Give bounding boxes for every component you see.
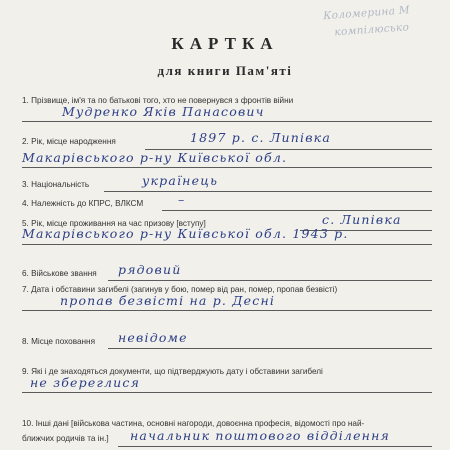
field-3-line [104,191,432,192]
field-2-value-2: Макарівського р-ну Київської обл. [22,150,288,165]
field-5-label: 5. Рік, місце проживання на час призову [вступу] [22,219,206,228]
field-10-value: начальник поштового відділення [130,428,391,443]
field-5-value-1: с. Липівка [322,212,402,227]
field-3-label: 3. Національність [22,180,90,189]
field-8-value: невідоме [118,330,188,345]
field-6-label: 6. Військове звання [22,269,97,278]
field-9-line [22,392,432,393]
field-7-label: 7. Дата і обставини загибелі (загинув у бою, помер від ран, помер, пропав безвісті) [22,285,338,294]
field-1-label: 1. Прізвище, ім'я та по батькові того, хто не повернувся з фронтів війни [22,96,294,105]
field-9-label: 9. Які і де знаходяться документи, що підтверджують дату і обставини загибелі [22,367,323,376]
field-4-label: 4. Належність до КПРС, ВЛКСМ [22,199,144,208]
corner-note-line-2: компілюсько [334,21,410,39]
field-7-line [22,310,432,311]
field-2-line-2 [22,167,432,168]
field-3-value: українець [142,173,219,188]
field-2-value-1: 1897 р. с. Липівка [190,130,332,145]
corner-note-line-1: Коломерина М [322,4,411,23]
field-5-value-2: Макарівського р-ну Київської обл. 1943 р. [22,226,349,241]
field-4-line [162,210,432,211]
field-5-line-2 [22,244,432,245]
field-6-line [108,280,432,281]
field-10-line [118,446,432,447]
field-10-label-1: 10. Інші дані [військова частина, основні нагороди, довоєнна професія, відомості про най- [22,419,365,428]
field-6-value: рядовий [118,262,182,277]
field-8-label: 8. Місце поховання [22,337,95,346]
card-title: КАРТКА [171,34,279,53]
field-8-line [108,348,432,349]
field-7-value: пропав безвісті на р. Десні [60,293,276,308]
field-1-line [22,121,432,122]
field-9-value: не збереглися [30,375,141,390]
field-2-label: 2. Рік, місце народження [22,137,116,146]
field-4-value: – [178,192,186,207]
card-subtitle: для книги Пам'яті [157,63,293,78]
field-10-label-2: ближчих родичів та ін.] [22,434,109,443]
field-1-value: Мудренко Яків Панасович [62,104,265,119]
